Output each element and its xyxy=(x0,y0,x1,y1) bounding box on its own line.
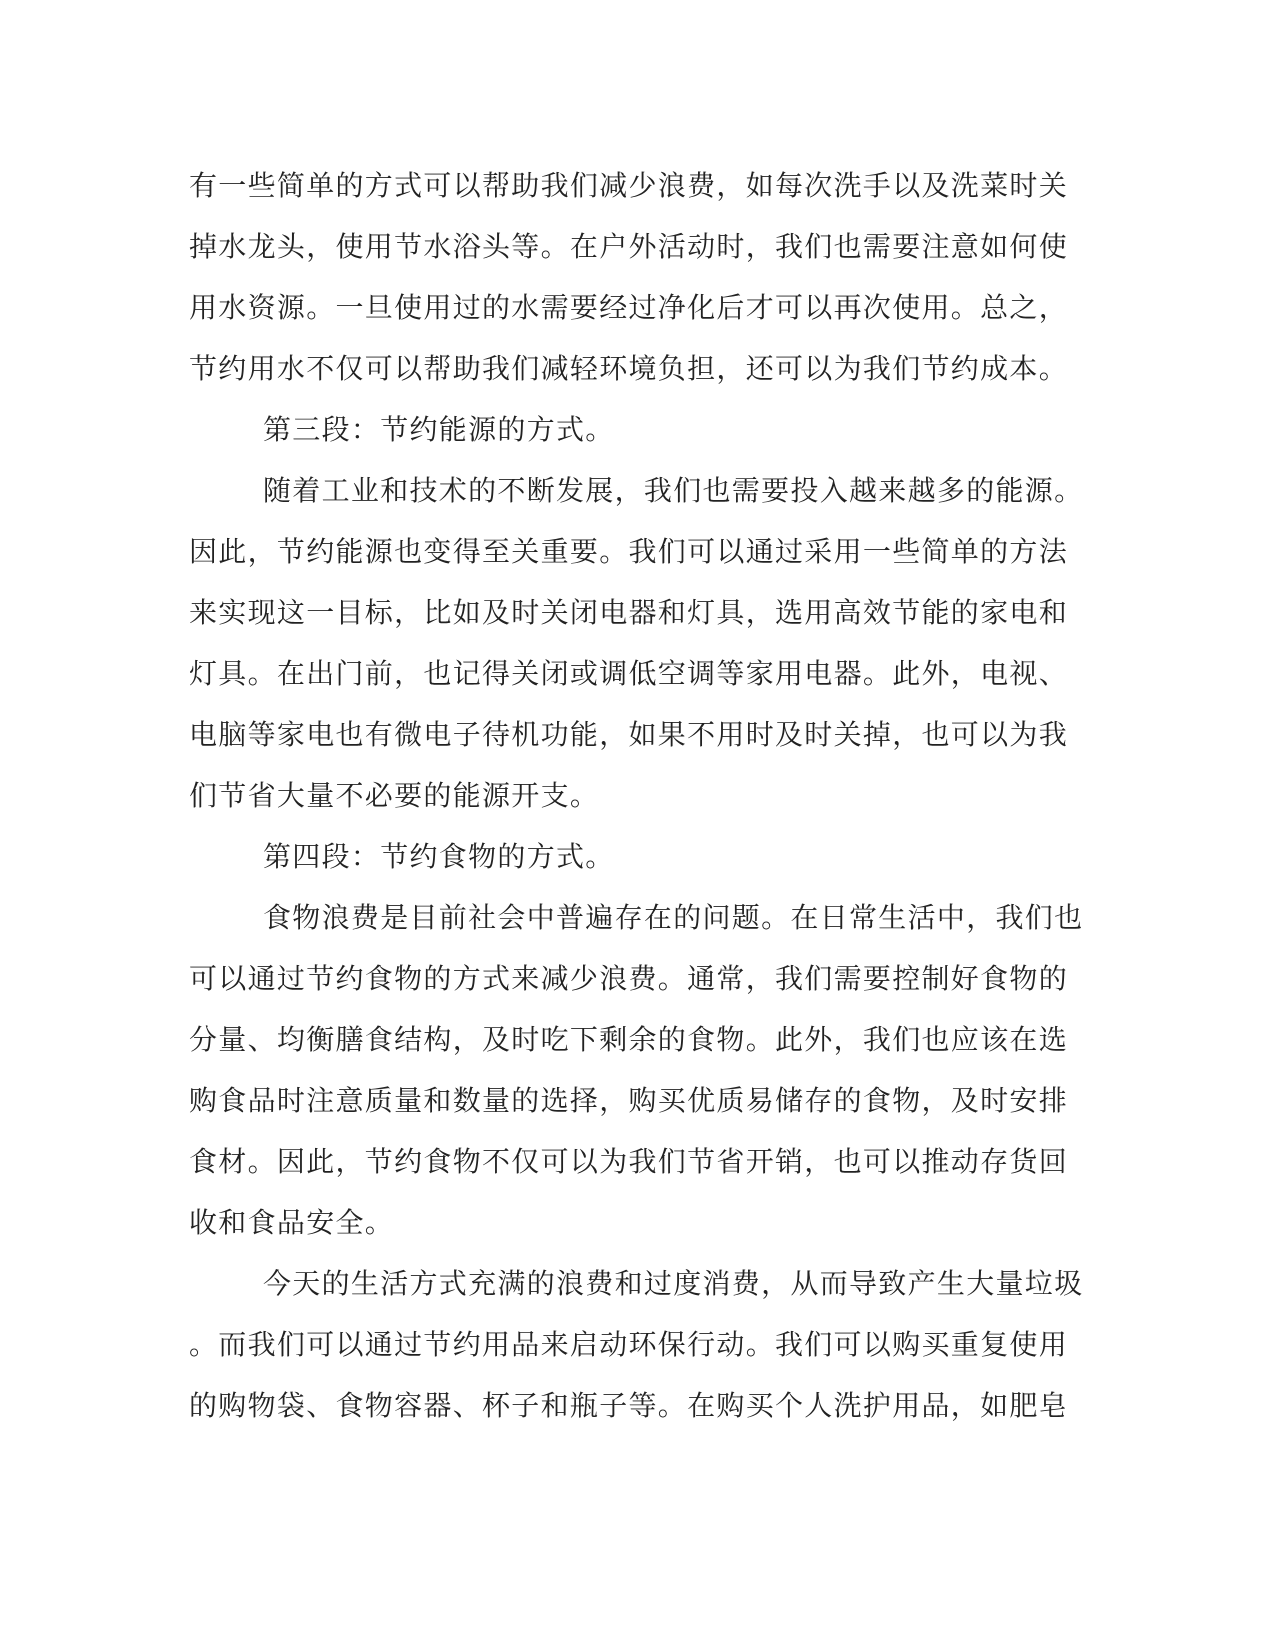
text-line: 有一些简单的方式可以帮助我们减少浪费，如每次洗手以及洗菜时关 xyxy=(189,169,1069,202)
text-line: 掉水龙头，使用节水浴头等。在户外活动时，我们也需要注意如何使 xyxy=(189,230,1069,263)
text-line: 购食品时注意质量和数量的选择，购买优质易储存的食物，及时安排 xyxy=(189,1084,1069,1117)
text-line: 食材。因此，节约食物不仅可以为我们节省开销，也可以推动存货回 xyxy=(189,1145,1069,1178)
body-text xyxy=(189,155,1084,1436)
text-line: 。而我们可以通过节约用品来启动环保行动。我们可以购买重复使用 xyxy=(189,1328,1069,1361)
text-line: 用水资源。一旦使用过的水需要经过净化后才可以再次使用。总之， xyxy=(189,291,1069,324)
text-line: 因此，节约能源也变得至关重要。我们可以通过采用一些简单的方法 xyxy=(189,535,1069,568)
text-line: 食物浪费是目前社会中普遍存在的问题。在日常生活中，我们也 xyxy=(263,901,1084,934)
text-line: 节约用水不仅可以帮助我们减轻环境负担，还可以为我们节约成本。 xyxy=(189,352,1069,385)
text-line: 分量、均衡膳食结构，及时吃下剩余的食物。此外，我们也应该在选 xyxy=(189,1023,1069,1056)
text-line: 的购物袋、食物容器、杯子和瓶子等。在购买个人洗护用品，如肥皂 xyxy=(189,1389,1069,1422)
text-line: 随着工业和技术的不断发展，我们也需要投入越来越多的能源。 xyxy=(263,474,1084,507)
text-line: 来实现这一目标，比如及时关闭电器和灯具，选用高效节能的家电和 xyxy=(189,596,1069,629)
text-line: 灯具。在出门前，也记得关闭或调低空调等家用电器。此外，电视、 xyxy=(189,657,1069,690)
text-line: 们节省大量不必要的能源开支。 xyxy=(189,779,600,812)
text-line: 电脑等家电也有微电子待机功能，如果不用时及时关掉，也可以为我 xyxy=(189,718,1069,751)
section-heading: 第三段：节约能源的方式。 xyxy=(263,413,615,446)
text-line: 今天的生活方式充满的浪费和过度消费，从而导致产生大量垃圾 xyxy=(263,1267,1084,1300)
text-line: 可以通过节约食物的方式来减少浪费。通常，我们需要控制好食物的 xyxy=(189,962,1069,995)
section-heading: 第四段：节约食物的方式。 xyxy=(263,840,615,873)
text-line: 收和食品安全。 xyxy=(189,1206,395,1239)
